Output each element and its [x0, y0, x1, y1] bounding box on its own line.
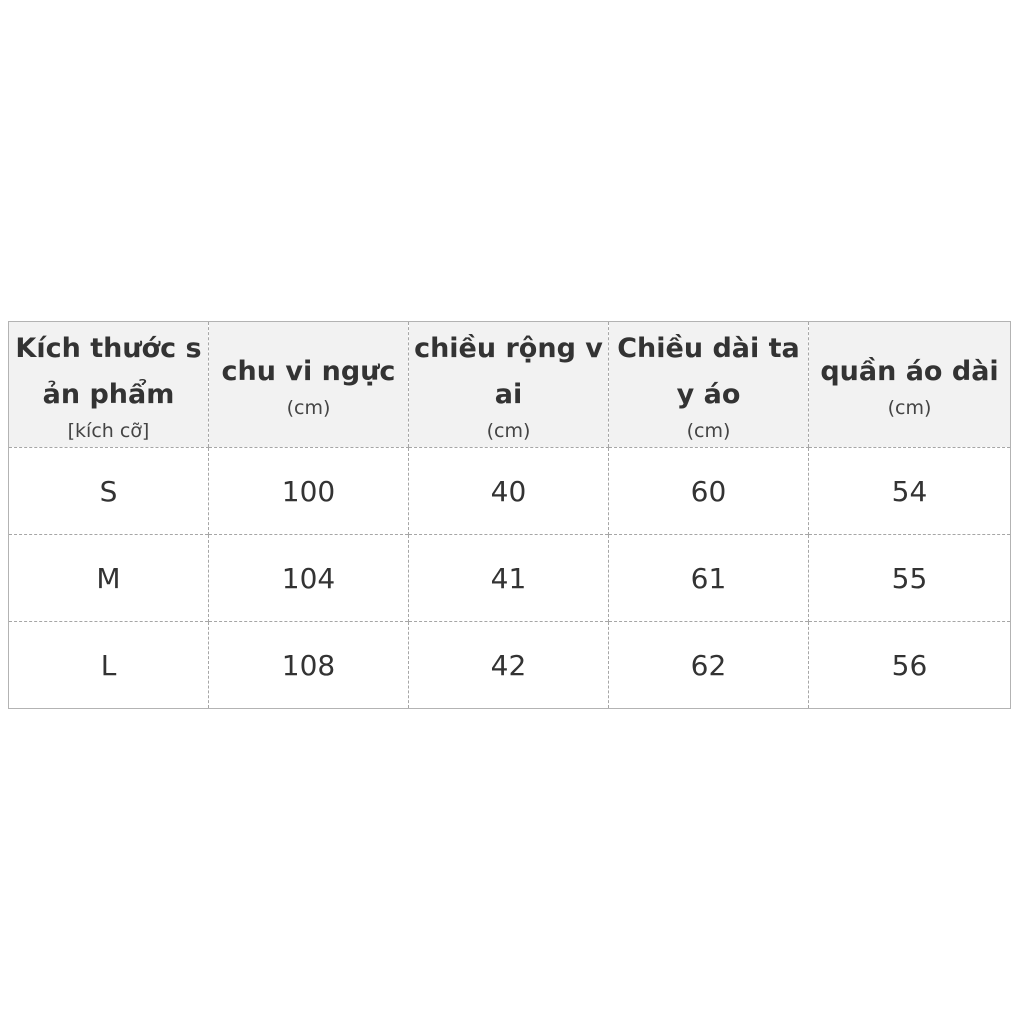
chest-cell: 108 — [209, 622, 409, 709]
header-unit: (cm) — [486, 419, 531, 442]
length-cell: 54 — [809, 448, 1011, 535]
header-title: Chiều dài tay áo — [617, 332, 800, 410]
table-row — [9, 622, 1011, 709]
size-cell: S — [99, 474, 118, 508]
size-chart-table — [8, 321, 1011, 709]
table-row — [9, 448, 1011, 535]
shoulder-cell: 41 — [409, 535, 609, 622]
header-unit: (cm) — [887, 396, 932, 419]
sleeve-cell: 62 — [609, 622, 809, 709]
sleeve-cell: 60 — [609, 448, 809, 535]
length-cell: 55 — [809, 535, 1011, 622]
header-unit: (cm) — [686, 419, 731, 442]
sleeve-cell: 61 — [609, 535, 809, 622]
shoulder-cell: 40 — [409, 448, 609, 535]
header-garment-length — [809, 322, 1011, 448]
length-cell: 56 — [809, 622, 1011, 709]
chest-cell: 104 — [209, 535, 409, 622]
header-product-size — [9, 322, 209, 448]
header-title: chu vi ngực — [221, 355, 396, 387]
header-shoulder-width — [409, 322, 609, 448]
header-title: quần áo dài — [820, 355, 999, 387]
size-cell: L — [9, 622, 209, 709]
header-unit: (cm) — [286, 396, 331, 419]
header-chest — [209, 322, 409, 448]
chest-cell: 100 — [209, 448, 409, 535]
size-cell: M — [9, 535, 209, 622]
header-title: chiều rộng vai — [414, 332, 603, 410]
shoulder-cell: 42 — [409, 622, 609, 709]
header-title: Kích thước sản phẩm — [15, 332, 202, 410]
header-row — [9, 322, 1011, 448]
table-row — [9, 535, 1011, 622]
header-sleeve-length — [609, 322, 809, 448]
header-unit: [kích cỡ] — [67, 419, 150, 442]
